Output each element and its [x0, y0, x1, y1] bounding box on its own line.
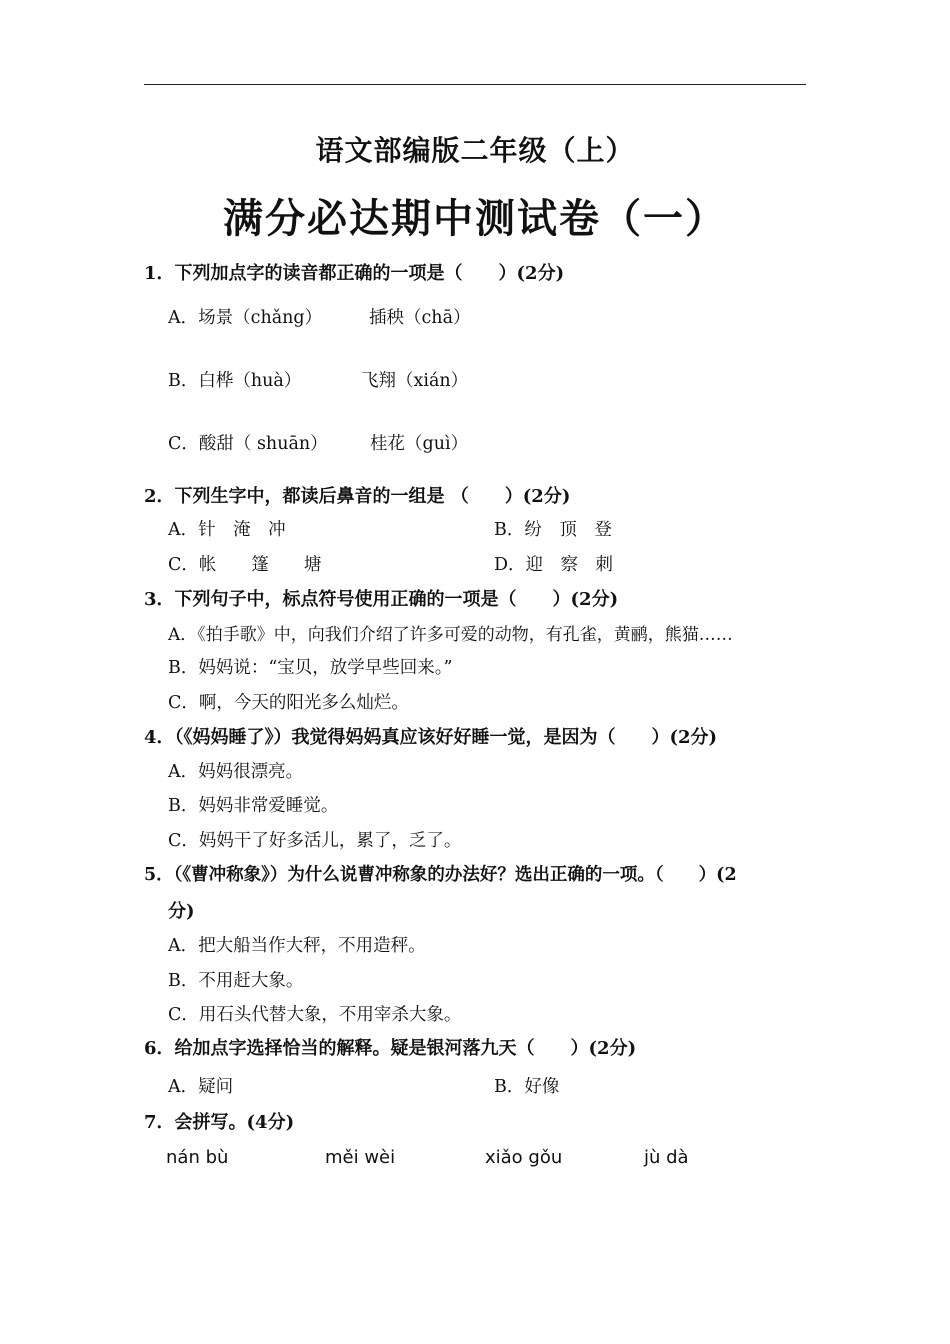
question-6-stem: 6．给加点字选择恰当的解释。疑是银河落九天（ ）(2分): [144, 1038, 637, 1059]
q2-option-b: B．纷 顶 登: [494, 520, 612, 540]
q4-option-b: B．妈妈非常爱睡觉。: [168, 796, 339, 816]
q1-option-b-2: 飞翔（xián）: [361, 371, 469, 391]
pinyin-item-1: nán bù: [166, 1147, 229, 1168]
q2-option-c: C．帐 篷 塘: [168, 555, 322, 575]
q3-option-c: C．啊，今天的阳光多么灿烂。: [168, 693, 409, 713]
pinyin-item-3: xiǎo gǒu: [485, 1147, 563, 1168]
question-1-stem: 1．下列加点字的读音都正确的一项是（ ）(2分): [144, 263, 565, 284]
q2-option-a: A．针 淹 冲: [168, 520, 286, 540]
q1-option-b-1: B．白桦（huà）: [168, 371, 302, 391]
header-rule: [144, 84, 806, 85]
q1-option-a-1: A．场景（chǎng）: [168, 308, 323, 328]
q5-option-a: A．把大船当作大秤，不用造秤。: [168, 936, 426, 956]
q1-option-a-2: 插秧（chā）: [369, 308, 471, 328]
question-5-stem-cont: 分): [168, 901, 195, 922]
exam-title: 满分必达期中测试卷（一）: [223, 195, 727, 242]
q1-option-c-1: C．酸甜（ shuān）: [168, 434, 328, 454]
q1-option-c-2: 桂花（guì）: [370, 434, 469, 454]
pinyin-item-2: měi wèi: [325, 1147, 396, 1168]
q4-option-a: A．妈妈很漂亮。: [168, 762, 304, 782]
q3-option-b: B．妈妈说：“宝贝，放学早些回来。”: [168, 658, 453, 678]
question-7-stem: 7．会拼写。(4分): [144, 1112, 295, 1133]
q4-option-c: C．妈妈干了好多活儿，累了，乏了。: [168, 831, 462, 851]
pinyin-item-4: jù dà: [644, 1147, 689, 1168]
q5-option-b: B．不用赶大象。: [168, 971, 304, 991]
question-5-stem: 5．（《曹冲称象》）为什么说曹冲称象的办法好？选出正确的一项。（ ）(2: [144, 865, 737, 885]
question-4-stem: 4．（《妈妈睡了》）我觉得妈妈真应该好好睡一觉，是因为（ ）(2分): [144, 727, 718, 748]
q3-option-a: A．《拍手歌》中，向我们介绍了许多可爱的动物，有孔雀，黄鹂，熊猫……: [168, 625, 733, 645]
question-2-stem: 2．下列生字中，都读后鼻音的一组是 （ ）(2分): [144, 486, 571, 507]
exam-subtitle: 语文部编版二年级（上）: [315, 134, 635, 167]
q5-option-c: C．用石头代替大象，不用宰杀大象。: [168, 1005, 462, 1025]
q2-option-d: D．迎 察 刺: [494, 555, 614, 575]
q6-option-b: B．好像: [494, 1077, 560, 1097]
q6-option-a: A．疑问: [168, 1077, 234, 1097]
question-3-stem: 3．下列句子中，标点符号使用正确的一项是（ ）(2分): [144, 589, 619, 610]
